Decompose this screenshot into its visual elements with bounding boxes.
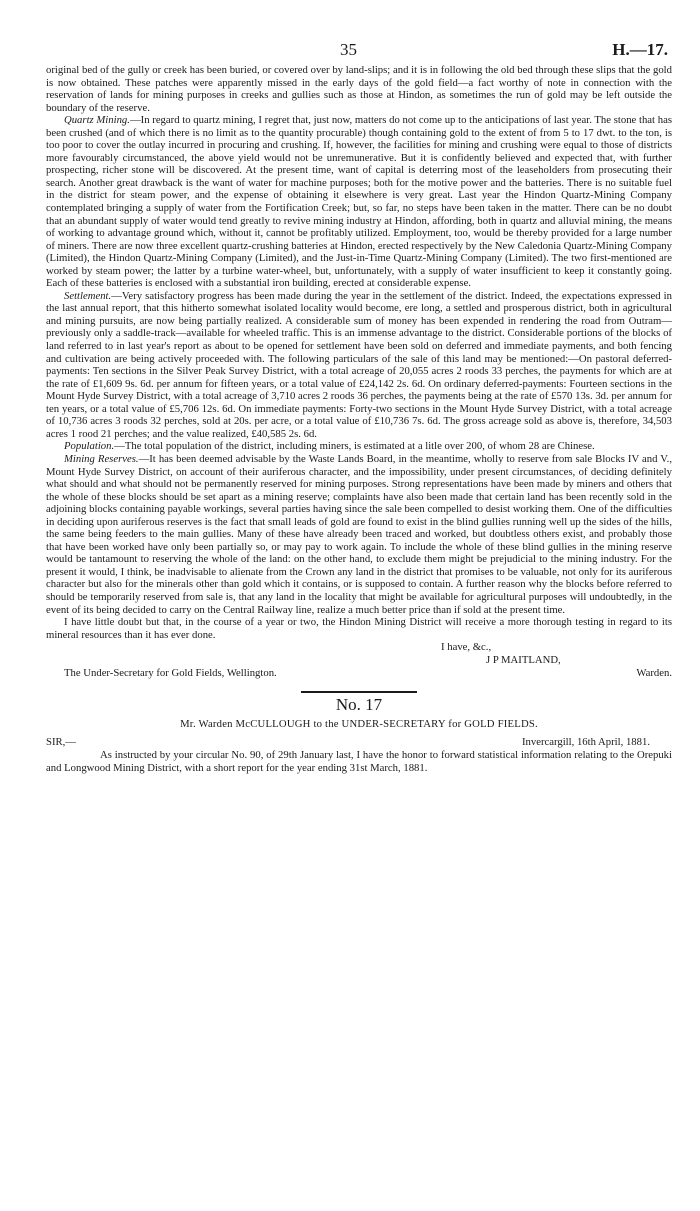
section-heading-population: Population. — [64, 440, 115, 453]
page-header — [0, 40, 700, 62]
section-heading-quartz-mining: Quartz Mining. — [64, 114, 130, 127]
closing-line: I have, &c., — [441, 641, 492, 654]
place-and-date: Invercargill, 16th April, 1881. — [521, 736, 650, 749]
salutation-line — [46, 736, 672, 749]
salutation: SIR,— — [46, 736, 76, 749]
letter-heading: Mr. Warden McCULLOUGH to the UNDER-SECRETARY for GOLD FIELDS. — [180, 717, 538, 730]
signature-block — [46, 641, 672, 683]
paragraph-continuation: original bed of the gully or creek has been buried, or covered over by land-slips; and it is in following the old bed through these slips that the gold is now obtained. These patches were apparently missed in the early days of the gold field—a fact worthy of note in connection with the reservation of lands for mining purposes in creeks and gullies such as those at Hindon, as sometimes the run of gold may be left outside the boundary of the reserve. — [46, 64, 672, 114]
paragraph-settlement — [46, 290, 672, 441]
section-heading-mining-reserves: Mining Reserves. — [64, 452, 139, 465]
page-number: 35 — [340, 40, 357, 59]
paragraph-text: —It has been deemed advisable by the Waste Lands Board, in the meantime, wholly to reserve from sale Blocks IV and V., Mount Hyde Survey District, on account of their auriferous character, and the impossibility, under present circumstances, of deciding definitely what should and what should not be permanently reserved for mining purposes. Strong representations have been made by miners and others that the whole of these blocks should be set apart as a mining reserve; complaints have also been made that certain land has been recently sold in the adjoining blocks containing payable workings, several parties having since the sale been compelled to desist working them. One of the difficulties in deciding upon auriferous reserves is the fact that small leads of gold are found to exist in the blind gullies running well up the sides of the hills, the same being feeders to the main gullies. Many of these have already been traced and worked, but doubtless others exist, and probably those that have been worked have only been partially so, or may pay to work again. To include the whole of these blind gullies in the mining reserve would be tantamount to reserving the whole of the land: on the other hand, to exclude them might be prejudicial to the mining industry. For the present it would, I think, be inadvisable to alienate from the Crown any land in the district that promises to be valuable, not only for its auriferous character but also for the minerals other than gold which it contains, or is supposed to contain. A further reason why the blocks before referred to should be temporarily reserved from sale is, that any land in the locality that might be available for agricultural purposes will undoubtedly, in the event of its being decided to carry on the Central Railway line, realize a much better price than if sold at the present time. — [46, 452, 672, 616]
signatory-name: J P MAITLAND, — [486, 654, 561, 667]
paragraph-conclusion: I have little doubt but that, in the course of a year or two, the Hindon Mining District will receive a more thorough testing in regard to its mineral resources than it has ever done. — [46, 616, 672, 641]
paragraph-text: —The total population of the district, including miners, is estimated at a litle over 200, of whom 28 are Chinese. — [114, 440, 595, 453]
document-reference: H.—17. — [612, 40, 668, 59]
addressee-line: The Under-Secretary for Gold Fields, Wellington. — [64, 667, 277, 680]
section-heading-settlement: Settlement. — [64, 289, 112, 302]
paragraph-quartz-mining — [46, 114, 672, 290]
paragraph-text: —Very satisfactory progress has been made during the year in the settlement of the district. Indeed, the expectations expressed in the last annual report, that this hitherto somewhat isolated locality would become, ere long, a settled and prosperous district, both in agricultural and mining pursuits, are now being partially realized. A considerable sum of money has been expended in rendering the road from Outram—previously only a saddle-track—available for wheeled traffic. This is an immense advantage to the district. Considerable portions of the blocks of land referred to in last year's report as about to be opened for settlement have been sold on deferred and immediate payments, and both fencing and cultivation are being actively proceeded with. The following particulars of the sale of this land may be mentioned:—On pastoral deferred-payments: Ten sections in the Silver Peak Survey District, with a total acreage of 20,055 acres 2 roods 33 perches, the payments for which are at the rate of £1,609 9s. 6d. per annum for fifteen years, or a total value of £24,142 2s. 6d. On ordinary deferred-payments: Fourteen sections in the Mount Hyde Survey District, with a total acreage of 3,710 acres 2 roods 36 perches, the payments being at the rate of £570 13s. 3d. per annum for ten years, or a total value of £5,706 12s. 6d. On immediate payments: Forty-two sections in the Mount Hyde Survey District, with a total acreage of 10,736 acres 3 roods 32 perches, sold at 20s. per acre, or a total value of £10,736 7s. 6d. The gross acreage sold as above is, therefore, 34,503 acres 1 rood 21 perches; and the value realized, £40,585 2s. 6d. — [46, 289, 672, 440]
paragraph-population — [46, 440, 672, 453]
paragraph-mining-reserves — [46, 453, 672, 616]
report-body — [46, 64, 672, 774]
letter-paragraph: As instructed by your circular No. 90, of 29th January last, I have the honor to forward statistical information relating to the Orepuki and Longwood Mining District, with a short report for the year ending 31st March, 1881. — [46, 749, 672, 774]
paragraph-text: —In regard to quartz mining, I regret that, just now, matters do not come up to the anticipations of last year. The stone that has been crushed (and of which there is no limit as to the quantity procurable) though containing gold to the extent of from 5 to 17 dwt. to the ton, is too poor to cover the outlay incurred in procuring and crushing. If, however, the facilities for mining and crushing were equal to those of districts more favourably circumstanced, the above yield would not be unremunerative. But it is confidently believed and expected that, with further prospecting, richer stone will be discovered. At the present time, want of capital is deterring most of the leaseholders from prosecuting their search. Another great drawback is the want of water for machine purposes; both for the motive power and the batteries. There is no suitable fuel in the district for steam power, and the expense of obtaining it elsewhere is very great. Last year the Hindon Quartz-Mining Company contemplated bringing a supply of water from the Fortification Creek; but, so far, no steps have been taken in the matter. There can be no doubt that an abundant supply of water would tend greatly to revive mining industry at Hindon, affording, both in quartz and alluvial mining, the means of working to advantage ground which, without it, cannot be profitably utilized. Employment, too, would be thereby provided for a large number of miners. There are now three excellent quartz-crushing batteries at Hindon, erected respectively by the New Caledonia Quartz-Mining Company (Limited), the Hindon Quartz-Mining Company (Limited), and the Just-in-Time Quartz-Mining Company (Limited). The two first-mentioned are worked by steam power; the latter by a turbine water-wheel, but, unfortunately, with a supply of water insufficient to keep it constantly going. Each of these batteries is enclosed with a substantial iron building, erected at considerable expense. — [46, 114, 672, 290]
letter-number: No. 17 — [335, 695, 383, 715]
section-divider — [301, 691, 417, 693]
signatory-title: Warden. — [636, 667, 672, 680]
